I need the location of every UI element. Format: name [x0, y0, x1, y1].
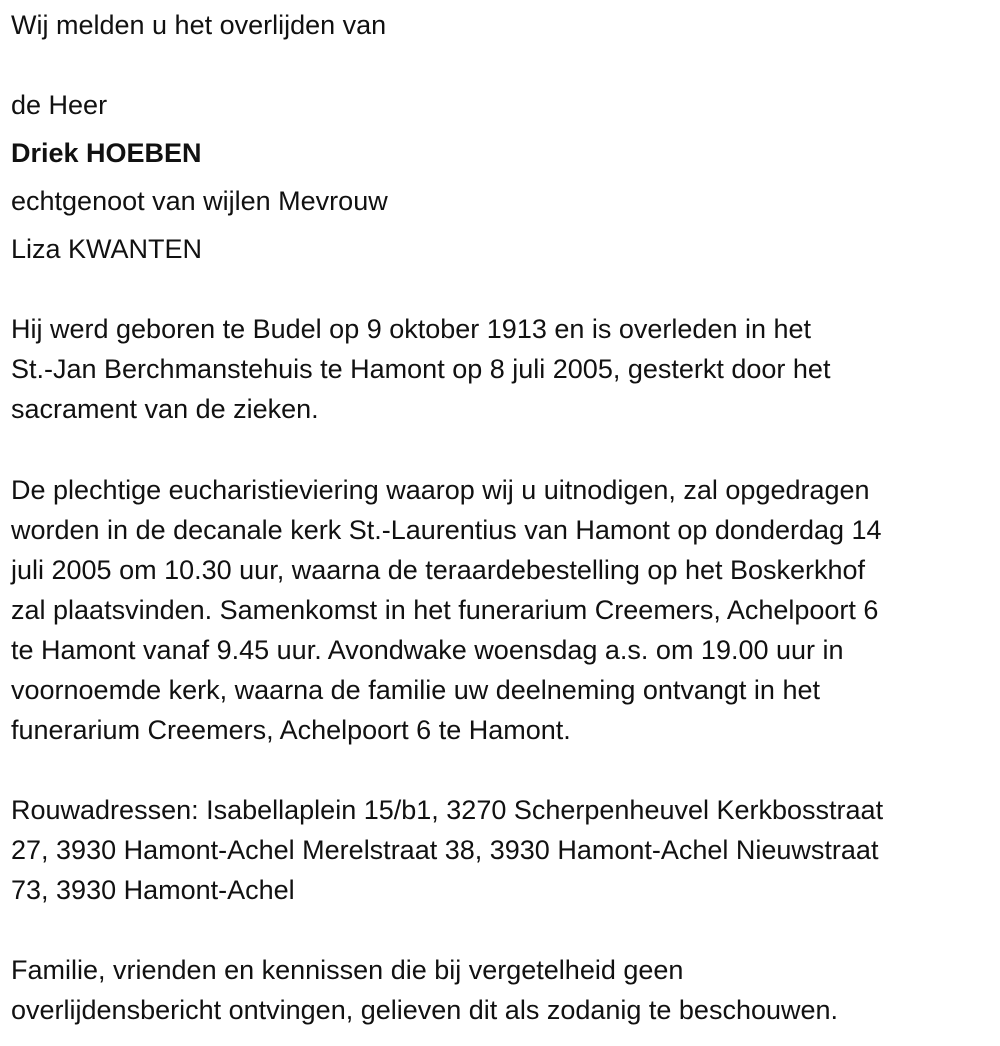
text-line: Hij werd geboren te Budel op 9 oktober 1913 en is overleden in het	[11, 314, 812, 344]
text-line: De plechtige eucharistieviering waarop wij u uitnodigen, zal opgedragen	[11, 475, 870, 505]
text-line: overlijdensbericht ontvingen, gelieven dit als zodanig te beschouwen.	[11, 995, 839, 1025]
title-prefix: de Heer	[11, 90, 108, 120]
deceased-name: Driek HOEBEN	[11, 138, 202, 168]
text-line: sacrament van de zieken.	[11, 394, 319, 424]
addresses-paragraph	[11, 790, 883, 910]
text-line: Rouwadressen: Isabellaplein 15/b1, 3270 Scherpenheuvel Kerkbosstraat	[11, 795, 884, 825]
text-line: zal plaatsvinden. Samenkomst in het funerarium Creemers, Achelpoort 6	[11, 595, 879, 625]
text-line: 73, 3930 Hamont-Achel	[11, 875, 295, 905]
ceremony-paragraph	[11, 470, 882, 750]
text-line: 27, 3930 Hamont-Achel Merelstraat 38, 3930 Hamont-Achel Nieuwstraat	[11, 835, 879, 865]
spouse-name: Liza KWANTEN	[11, 234, 203, 264]
text-line: worden in de decanale kerk St.-Laurentius van Hamont op donderdag 14	[11, 515, 882, 545]
text-line: St.-Jan Berchmanstehuis te Hamont op 8 juli 2005, gesterkt door het	[11, 354, 831, 384]
deceased-header	[11, 81, 388, 273]
birth-death-paragraph	[11, 309, 830, 429]
text-line: juli 2005 om 10.30 uur, waarna de teraardebestelling op het Boskerkhof	[11, 555, 866, 585]
closing-paragraph	[11, 950, 838, 1030]
intro-text: Wij melden u het overlijden van	[11, 10, 387, 40]
text-line: Familie, vrienden en kennissen die bij vergetelheid geen	[11, 955, 684, 985]
text-line: te Hamont vanaf 9.45 uur. Avondwake woensdag a.s. om 19.00 uur in	[11, 635, 844, 665]
intro-block	[11, 1, 386, 49]
spouse-line: echtgenoot van wijlen Mevrouw	[11, 186, 388, 216]
text-line: funerarium Creemers, Achelpoort 6 te Hamont.	[11, 715, 571, 745]
text-line: voornoemde kerk, waarna de familie uw deelneming ontvangt in het	[11, 675, 820, 705]
